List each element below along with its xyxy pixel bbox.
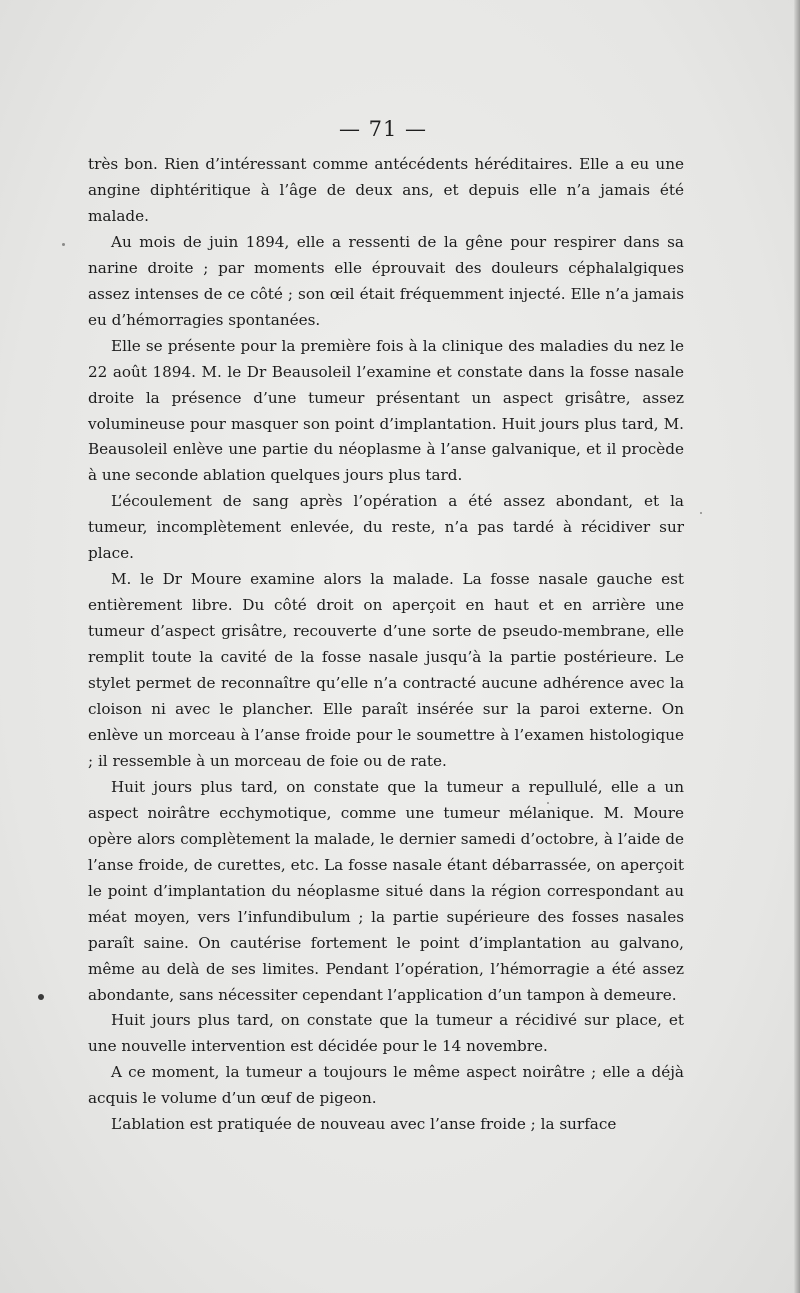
paragraph-1: très bon. Rien d’intéressant comme antécédents héréditaires. Elle a eu une angine diphtéritique à l’âge de deux ans, et depuis elle n’a jamais été malade.	[88, 155, 684, 225]
page-edge-shadow	[794, 0, 800, 1293]
margin-dot-mark	[38, 994, 44, 1000]
paragraph-2: Au mois de juin 1894, elle a ressenti de la gêne pour respirer dans sa narine droite ; par moments elle éprouvait des douleurs céphalalgiques assez intenses de ce côté ; son œil était fréquemment injecté. Elle n’a jamais eu d’hémorragies spontanées.	[88, 232, 684, 329]
paragraph-4: L’écoulement de sang après l’opération a été assez abondant, et la tumeur, incomplètement enlevée, du reste, n’a pas tardé à récidiver sur place.	[88, 492, 684, 563]
paragraph-6: Huit jours plus tard, on constate que la tumeur a repullulé, elle a un aspect noirâtre ecchymotique, comme une tumeur mélanique. M. Moure opère alors complètement la malade, le dernier samedi d’octobre, à l’aide de l’anse froide, de curettes, etc. La fosse nasale étant débarrassée, on aperçoit le point d’implantation du néoplasme situé dans la région correspondant au méat moyen, vers l’infundibulum ; la partie supérieure des fosses nasales paraît saine. On cautérise fortement le point d’implantation au galvano, même au delà de ses limites. Pendant l’opération, l’hémorragie a été assez abondante, sans nécessiter cependant l’application d’un tampon à demeure.	[88, 777, 684, 1004]
paragraph-3: Elle se présente pour la première fois à la clinique des maladies du nez le 22 août 1894. M. le Dr Beausoleil l’examine et constate dans la fosse nasale droite la présence d’une tumeur présentant un aspect grisâtre, assez volumineuse pour masquer son point d’implantation. Huit jours plus tard, M. Beausoleil enlève une partie du néoplasme à l’anse galvanique, et il procède à une seconde ablation quelques jours plus tard.	[88, 336, 684, 485]
paper-speck	[62, 243, 65, 246]
paragraph-9: L’ablation est pratiquée de nouveau avec l’anse froide ; la surface	[111, 1115, 617, 1134]
paragraph-8: A ce moment, la tumeur a toujours le même aspect noirâtre ; elle a déjà acquis le volume d’un œuf de pigeon.	[88, 1063, 684, 1108]
paper-speck	[547, 802, 549, 804]
paper-speck	[700, 512, 702, 514]
page-number: — 71 —	[338, 117, 428, 141]
body-text	[88, 152, 684, 1138]
paragraph-7: Huit jours plus tard, on constate que la tumeur a récidivé sur place, et une nouvelle intervention est décidée pour le 14 novembre.	[88, 1011, 684, 1056]
paragraph-5: M. le Dr Moure examine alors la malade. La fosse nasale gauche est entièrement libre. Du côté droit on aperçoit en haut et en arrière une tumeur d’aspect grisâtre, recouverte d’une sorte de pseudo-membrane, elle remplit toute la cavité de la fosse nasale jusqu’à la partie postérieure. Le stylet permet de reconnaître qu’elle n’a contracté aucune adhérence avec la cloison ni avec le plancher. Elle paraît insérée sur la paroi externe. On enlève un morceau à l’anse froide pour le soumettre à l’examen histologique ; il ressemble à un morceau de foie ou de rate.	[88, 570, 684, 770]
